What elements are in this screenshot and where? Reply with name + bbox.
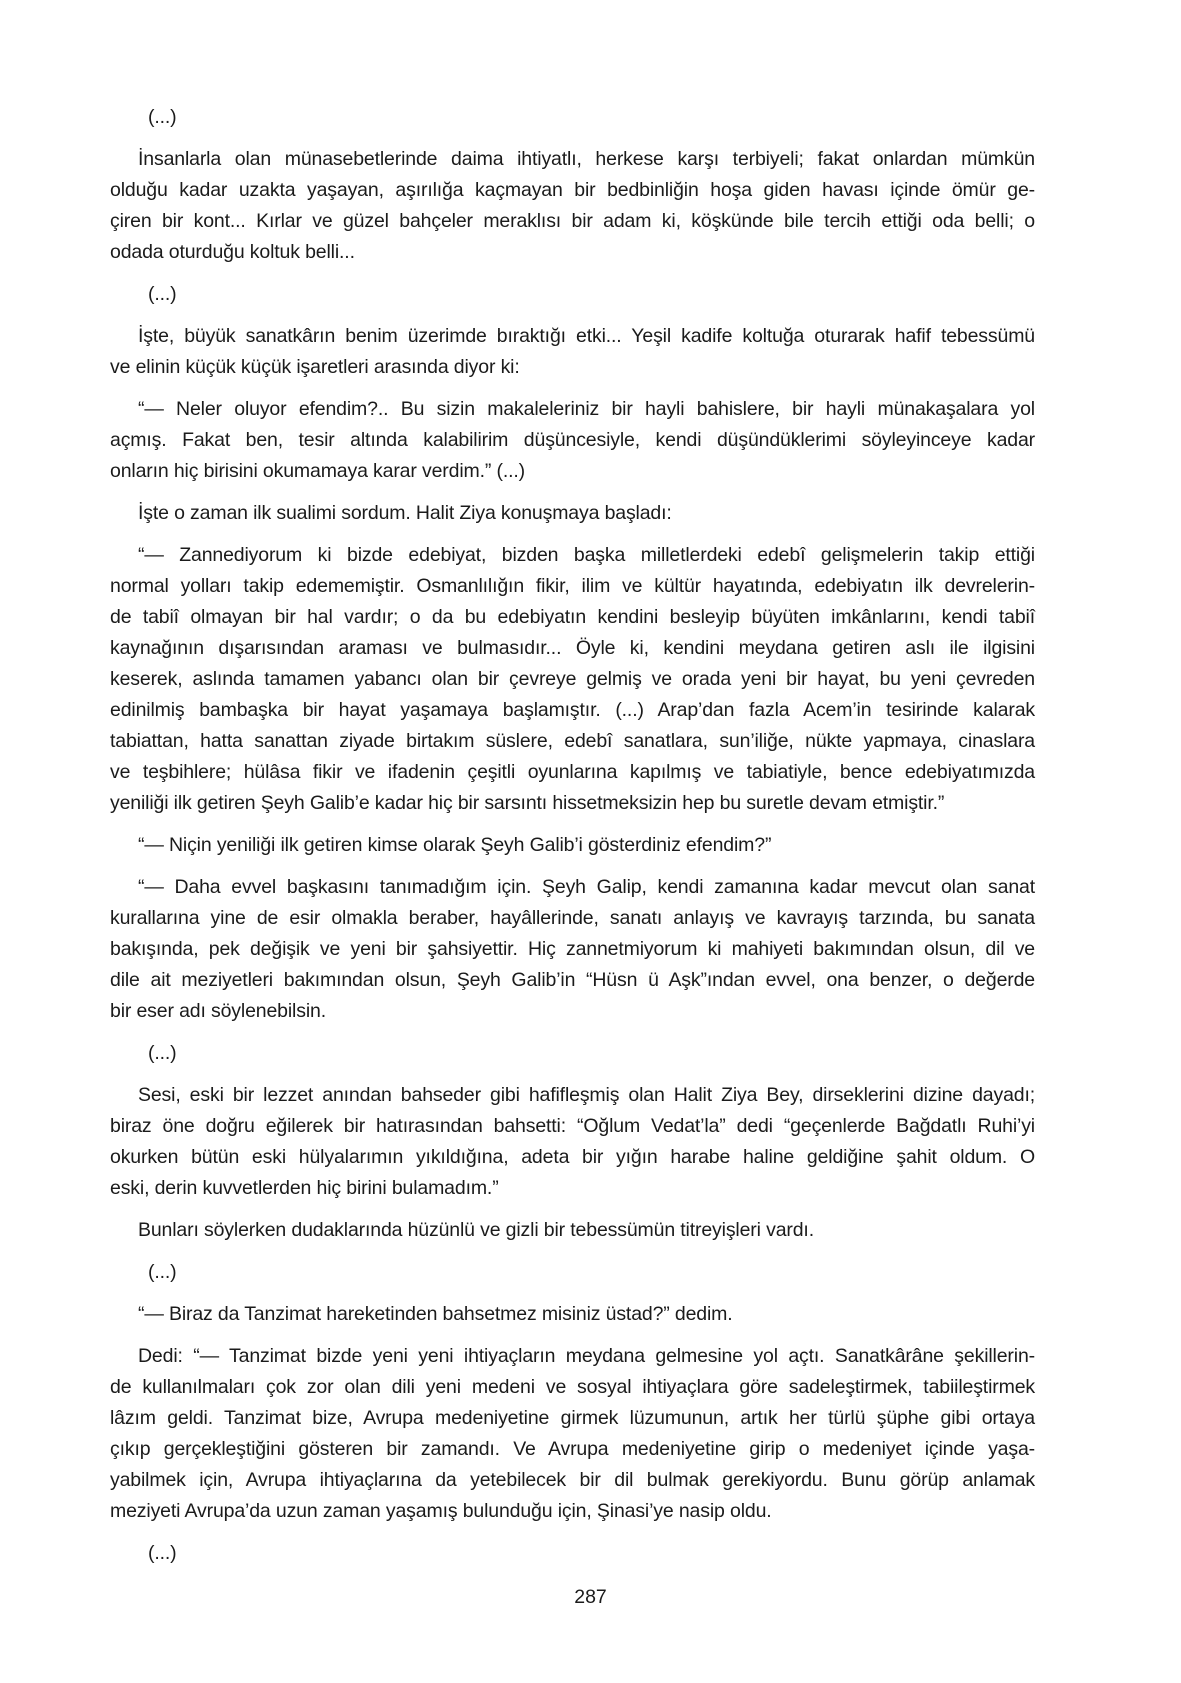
paragraph-line: kurallarına yine de esir olmakla beraber, hayâllerinde, sanatı anlayış ve kavrayış tarzında, bu sanata — [110, 907, 1035, 929]
paragraph-line: Sesi, eski bir lezzet anından bahseder gibi hafifleşmiş olan Halit Ziya Bey, dirseklerini dizine dayadı; — [138, 1084, 1035, 1106]
paragraph — [110, 321, 1035, 383]
ellipsis-marker — [110, 1257, 1035, 1288]
paragraph-line: (...) — [148, 283, 177, 305]
paragraph — [110, 144, 1035, 268]
paragraph-line: bakışında, pek değişik ve yeni bir şahsiyettir. Hiç zannetmiyorum ki mahiyeti bakımından olsun, dil ve — [110, 938, 1035, 960]
paragraph-line: Dedi: “— Tanzimat bizde yeni yeni ihtiyaçların meydana gelmesine yol açtı. Sanatkârâne şekillerin- — [138, 1345, 1035, 1367]
ellipsis-marker — [110, 102, 1035, 133]
paragraph-line: “— Zannediyorum ki bizde edebiyat, bizden başka milletlerdeki edebî gelişmelerin takip ettiği — [138, 544, 1035, 566]
paragraph-line: kaynağının dışarısından araması ve bulmasıdır... Öyle ki, kendini meydana getiren aslı ile ilgisini — [110, 637, 1035, 659]
paragraph-line: açmış. Fakat ben, tesir altında kalabilirim düşüncesiyle, kendi düşündüklerimi söyleyinceye kadar — [110, 429, 1035, 451]
paragraph-line: çiren bir kont... Kırlar ve güzel bahçeler meraklısı bir adam ki, köşkünde bile tercih ettiği oda belli; o — [110, 210, 1035, 232]
paragraph-line: bir eser adı söylenebilsin. — [110, 1000, 326, 1022]
paragraph-line: “— Daha evvel başkasını tanımadığım için. Şeyh Galip, kendi zamanına kadar mevcut olan sanat — [138, 876, 1035, 898]
paragraph — [110, 1299, 1035, 1330]
paragraph-line: olduğu kadar uzakta yaşayan, aşırılığa kaçmayan bir bedbinliğin hoşa giden havası içinde ömür ge- — [110, 179, 1035, 201]
paragraph-line: İşte o zaman ilk sualimi sordum. Halit Ziya konuşmaya başladı: — [138, 502, 672, 524]
paragraph-line: de kullanılmaları çok zor olan dili yeni medeni ve sosyal ihtiyaçlara göre sadeleştirmek, tabiileştirmek — [110, 1376, 1035, 1398]
paragraph-line: yabilmek için, Avrupa ihtiyaçlarına da yetebilecek bir dil bulmak gerekiyordu. Bunu görüp anlamak — [110, 1469, 1035, 1491]
paragraph-line: “— Biraz da Tanzimat hareketinden bahsetmez misiniz üstad?” dedim. — [138, 1303, 733, 1325]
paragraph-line: “— Neler oluyor efendim?.. Bu sizin makaleleriniz bir hayli bahislere, bir hayli münakaşalara yol — [138, 398, 1035, 420]
paragraph-line: meziyeti Avrupa’da uzun zaman yaşamış bulunduğu için, Şinasi’ye nasip oldu. — [110, 1500, 772, 1522]
paragraph-line: onların hiç birisini okumamaya karar verdim.” (...) — [110, 460, 525, 482]
paragraph-line: biraz öne doğru eğilerek bir hatırasından bahsetti: “Oğlum Vedat’la” dedi “geçenlerde Bağdatlı Ruhi’yi — [110, 1115, 1035, 1137]
paragraph-line: normal yolları takip edememiştir. Osmanlılığın fikir, ilim ve kültür hayatında, edebiyatın ilk devrelerin- — [110, 575, 1035, 597]
paragraph-line: dile ait meziyetleri bakımından olsun, Şeyh Galib’in “Hüsn ü Aşk”ından evvel, ona benzer, o değerde — [110, 969, 1035, 991]
paragraph — [110, 1341, 1035, 1527]
ellipsis-marker — [110, 1538, 1035, 1569]
paragraph — [110, 394, 1035, 487]
paragraph — [110, 540, 1035, 819]
paragraph-line: yeniliği ilk getiren Şeyh Galib’e kadar hiç bir sarsıntı hissetmeksizin hep bu suretle devam etmiştir.” — [110, 792, 945, 814]
page-number: 287 — [574, 1586, 607, 1608]
ellipsis-marker — [110, 1038, 1035, 1069]
paragraph-line: (...) — [148, 1261, 177, 1283]
ellipsis-marker — [110, 279, 1035, 310]
paragraph-line: edinilmiş bambaşka bir hayat yaşamaya başlamıştır. (...) Arap’dan fazla Acem’in tesirinde kalarak — [110, 699, 1035, 721]
paragraph-line: çıkıp gerçekleştiğini gösteren bir zamandı. Ve Avrupa medeniyetine girip o medeniyet içinde yaşa- — [110, 1438, 1035, 1460]
paragraph-line: odada oturduğu koltuk belli... — [110, 241, 355, 263]
paragraph-line: de tabiî olmayan bir hal vardır; o da bu edebiyatın kendini besleyip büyüten imkânlarını, kendi tabiî — [110, 606, 1035, 628]
paragraph-line: ve teşbihlere; hülâsa fikir ve ifadenin çeşitli oyunlarına kapılmış ve tabiatiyle, bence edebiyatımızda — [110, 761, 1035, 783]
paragraph-line: eski, derin kuvvetlerden hiç birini bulamadım.” — [110, 1177, 499, 1199]
paragraph — [110, 1215, 1035, 1246]
paragraph — [110, 830, 1035, 861]
paragraph-line: lâzım geldi. Tanzimat bize, Avrupa medeniyetine girmek lüzumunun, artık her türlü şüphe gibi ortaya — [110, 1407, 1035, 1429]
paragraph-line: “— Niçin yeniliği ilk getiren kimse olarak Şeyh Galib’i gösterdiniz efendim?” — [138, 834, 772, 856]
paragraph-line: İnsanlarla olan münasebetlerinde daima ihtiyatlı, herkese karşı terbiyeli; fakat onlardan mümkün — [138, 148, 1035, 170]
paragraph-line: (...) — [148, 1042, 177, 1064]
paragraph-line: keserek, aslında tamamen yabancı olan bir çevreye gelmiş ve orada yeni bir hayat, bu yeni çevreden — [110, 668, 1035, 690]
paragraph — [110, 1080, 1035, 1204]
paragraph-line: (...) — [148, 106, 177, 128]
paragraph-line: ve elinin küçük küçük işaretleri arasında diyor ki: — [110, 356, 520, 378]
paragraph — [110, 498, 1035, 529]
paragraph-line: (...) — [148, 1542, 177, 1564]
paragraph-line: İşte, büyük sanatkârın benim üzerimde bıraktığı etki... Yeşil kadife koltuğa oturarak hafif tebessümü — [138, 325, 1035, 347]
paragraph — [110, 872, 1035, 1027]
document-content — [110, 102, 1035, 1580]
paragraph-line: okurken bütün eski hülyalarımın yıkıldığına, adeta bir yığın harabe haline geldiğine şahit oldum. O — [110, 1146, 1035, 1168]
paragraph-line: Bunları söylerken dudaklarında hüzünlü ve gizli bir tebessümün titreyişleri vardı. — [138, 1219, 814, 1241]
paragraph-line: tabiattan, hatta sanattan ziyade birtakım süslere, edebî sanatlara, sun’iliğe, nükte yapmaya, cinaslara — [110, 730, 1035, 752]
